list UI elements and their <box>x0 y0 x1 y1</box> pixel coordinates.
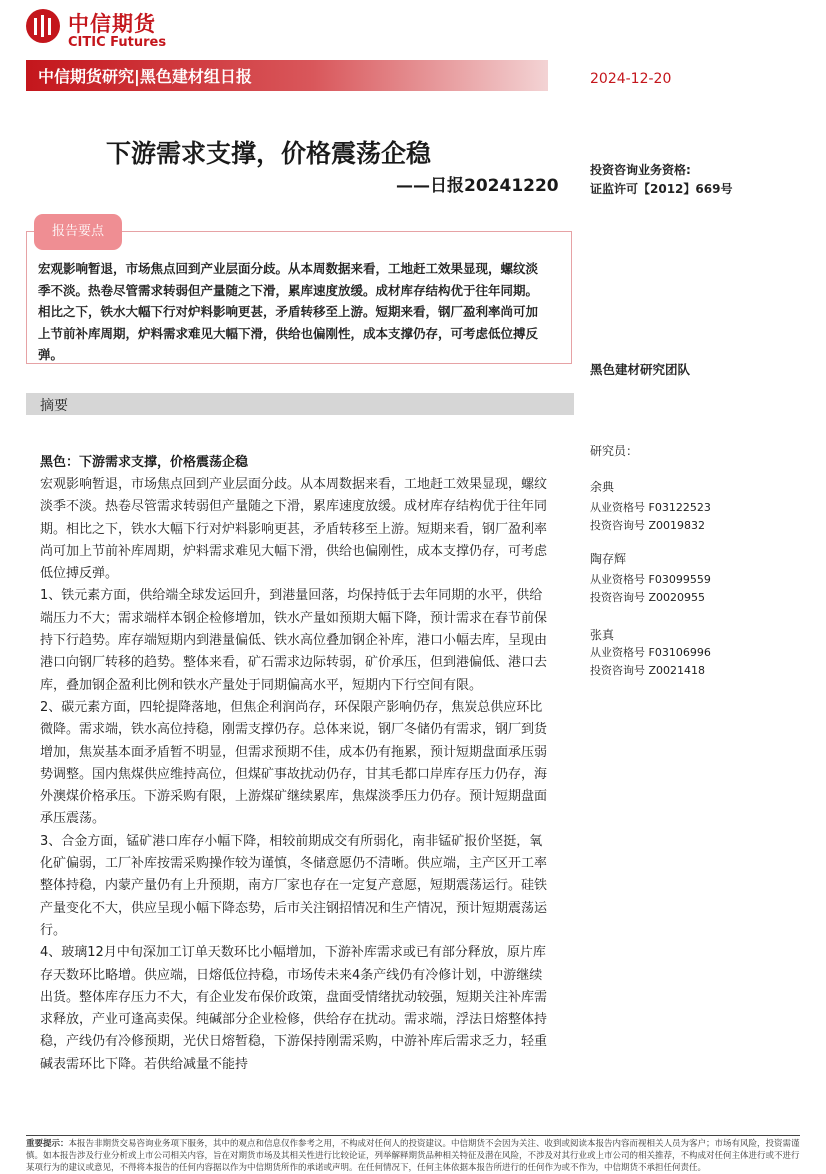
researcher-consult-id: 投资咨询号 Z0021418 <box>590 664 706 677</box>
qualification-label: 投资咨询业务资格: <box>590 163 691 177</box>
summary-body <box>40 474 554 1076</box>
researcher-consult-id: 投资咨询号 Z0019832 <box>590 519 706 532</box>
disclaimer-label: 重要提示： <box>26 1139 69 1149</box>
report-subtitle: ——日报20241220 <box>396 176 559 196</box>
footer-divider <box>26 1135 800 1136</box>
key-points-tab: 报告要点 <box>34 214 122 250</box>
summary-bar <box>26 393 574 415</box>
researcher-practice-id: 从业资格号 F03099559 <box>590 573 711 586</box>
researcher-practice-id: 从业资格号 F03122523 <box>590 501 711 514</box>
section-heading: 黑色：下游需求支撑，价格震荡企稳 <box>40 455 249 470</box>
report-title: 下游需求支撑，价格震荡企稳 <box>106 139 432 168</box>
paragraph: 3、合金方面，锰矿港口库存小幅下降，相较前期成交有所弱化，南非锰矿报价坚挺，氧化矿偏弱，工厂补库按需采购操作较为谨慎，冬储意愿仍不清晰。供应端，主产区开工率整体持稳，内蒙产量仍有上升预期，南方厂家也存在一定复产意愿，短期震荡运行。硅铁产量变化不大，供应呈现小幅下降态势，后市关注钢招情况和生产情况，预计短期震荡运行。 <box>40 833 548 938</box>
logo-icon <box>26 9 60 43</box>
researcher-name: 余典 <box>590 480 615 494</box>
qualification-value: 证监许可【2012】669号 <box>590 182 733 196</box>
researchers-label: 研究员： <box>590 444 639 458</box>
brand-name-en: CITIC Futures <box>68 35 167 50</box>
banner-text: 中信期货研究|黑色建材组日报 <box>38 67 252 86</box>
researcher-consult-id: 投资咨询号 Z0020955 <box>590 591 706 604</box>
researcher-name: 张真 <box>590 628 615 642</box>
paragraph: 4、玻璃12月中旬深加工订单天数环比小幅增加，下游补库需求或已有部分释放，原片库存天数环比略增。供应端，日熔低位持稳，市场传未来4条产线仍有冷修计划，中游继续出货。整体库存压力不大，有企业发布保价政策，盘面受情绪扰动较强，短期关注补库需求释放，产业可逢高卖保。纯碱部分企业检修，供给存在扰动。需求端，浮法日熔整体持稳，产线仍有冷修预期，光伏日熔暂稳，下游保持刚需采购，中游补库后需求乏力，轻重碱表需环比下降。若供给减量不能持 <box>40 945 548 1072</box>
report-date: 2024-12-20 <box>590 71 672 87</box>
summary-label: 摘要 <box>40 398 68 414</box>
paragraph: 2、碳元素方面，四轮提降落地，但焦企利润尚存，环保限产影响仍存，焦炭总供应环比微降。需求端，铁水高位持稳，刚需支撑仍存。总体来说，钢厂冬储仍有需求，钢厂到货增加，焦炭基本面矛盾暂不明显，但需求预期不佳，成本仍有拖累，预计短期盘面承压弱势调整。国内焦煤供应维持高位，但煤矿事故扰动仍存，甘其毛都口岸库存压力仍存，海外澳煤价格承压。下游采购有限，上游煤矿继续累库，焦煤淡季压力仍存。预计短期盘面承压震荡。 <box>40 699 548 827</box>
key-points-text: 宏观影响暂退，市场焦点回到产业层面分歧。从本周数据来看，工地赶工效果显现，螺纹淡季不淡。热卷尽管需求转弱但产量随之下滑，累库速度放缓。成材库存结构优于往年同期。相比之下，铁水大幅下行对炉料影响更甚，矛盾转移至上游。短期来看，钢厂盈利率尚可加上节前补库周期，炉料需求难见大幅下滑，供给也偏刚性，成本支撑仍存，可考虑低位搏反弹。 <box>38 261 539 362</box>
brand-name-cn: 中信期货 <box>68 12 156 36</box>
researcher-name: 陶存辉 <box>590 552 627 566</box>
researcher-practice-id: 从业资格号 F03106996 <box>590 646 711 659</box>
disclaimer-text: 本报告非期货交易咨询业务项下服务，其中的观点和信息仅作参考之用，不构成对任何人的投资建议。中信期货不会因为关注、收到或阅读本报告内容而视相关人员为客户；市场有风险，投资需谨慎。如本报告涉及行业分析或上市公司相关内容，旨在对期货市场及其相关性进行比较论证，列举解释期货品种相关特征及潜在风险，不涉及对其行业或上市公司的相关推荐，不构成对任何主体进行或不进行某项行为的建议或意见，不得将本报告的任何内容据以作为中信期货所作的承诺或声明。在任何情况下，任何主体依据本报告所进行的任何作为或不作为，中信期货不承担任何责任。 <box>26 1139 800 1173</box>
header-banner <box>26 60 548 91</box>
team-label: 黑色建材研究团队 <box>590 362 691 377</box>
paragraph: 1、铁元素方面，供给端全球发运回升，到港量回落，均保持低于去年同期的水平，供给端压力不大；需求端样本钢企检修增加，铁水产量如预期大幅下降，预计需求在春节前保持下行趋势。库存端短期内到港量偏低、铁水高位叠加钢企补库，港口小幅去库，呈现由港口向钢厂转移的趋势。整体来看，矿石需求边际转弱，矿价承压，但到港偏低、港口去库，叠加钢企盈利比例和铁水产量处于同期偏高水平，短期内下行空间有限。 <box>40 588 548 693</box>
paragraph: 宏观影响暂退，市场焦点回到产业层面分歧。从本周数据来看，工地赶工效果显现，螺纹淡季不淡。热卷尽管需求转弱但产量随之下滑，累库速度放缓。成材库存结构优于往年同期。相比之下，铁水大幅下行对炉料影响更甚，矛盾转移至上游。短期来看，钢厂盈利率尚可加上节前补库周期，炉料需求难见大幅下滑，供给也偏刚性，成本支撑仍存，可考虑低位搏反弹。 <box>40 477 548 582</box>
